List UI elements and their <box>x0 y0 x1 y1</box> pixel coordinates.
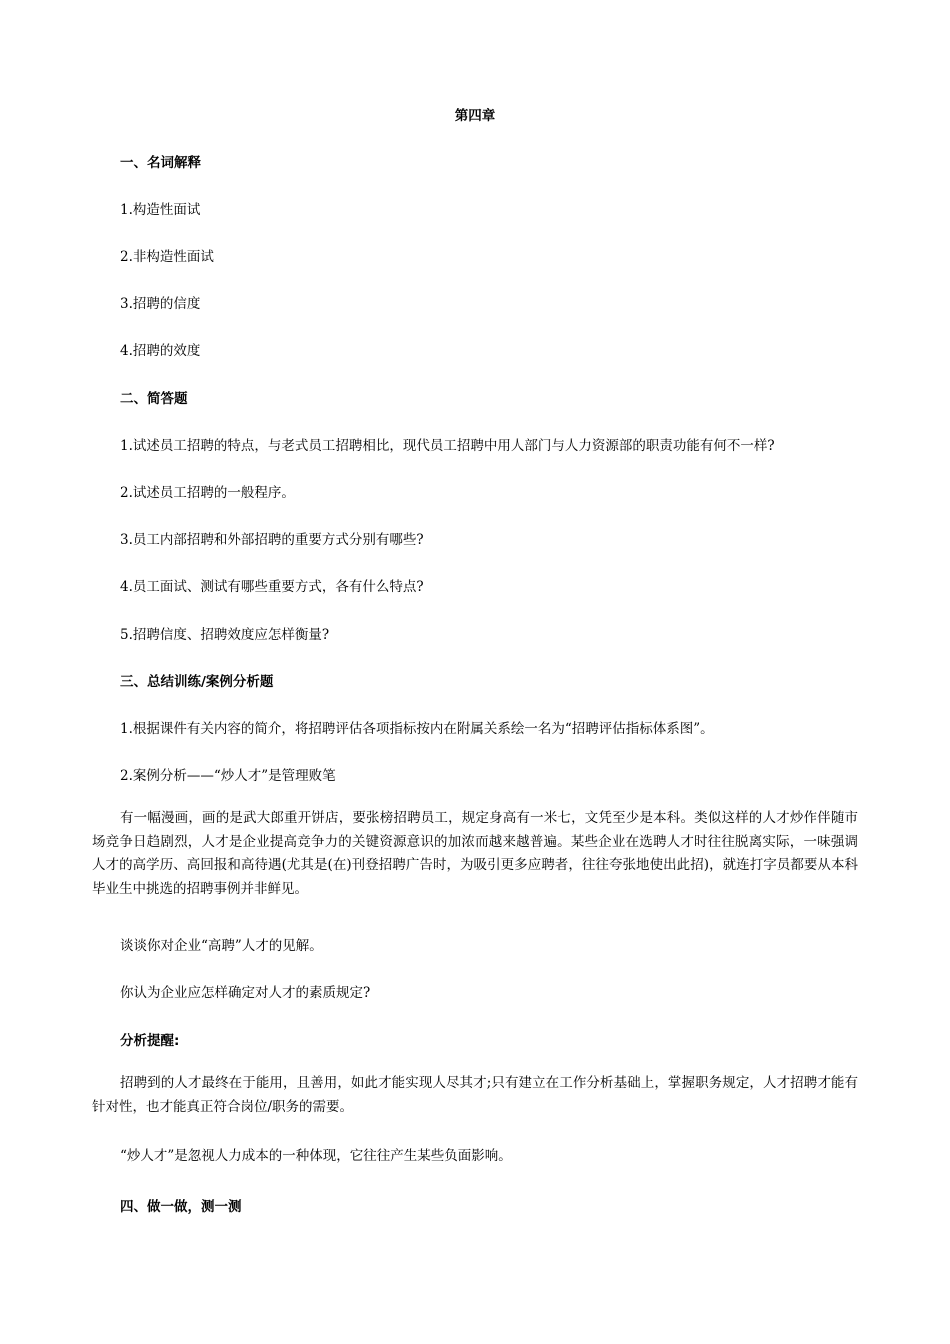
term-item: 3.招聘的信度 <box>120 296 201 312</box>
question-item: 3.员工内部招聘和外部招聘的重要方式分别有哪些? <box>120 532 424 548</box>
question-item: 5.招聘信度、招聘效度应怎样衡量? <box>120 627 330 643</box>
question-item: 1.试述员工招聘的特点，与老式员工招聘相比，现代员工招聘中用人部门与人力资源部的职责功能有何不一样? <box>120 438 775 454</box>
case-paragraph: 有一幅漫画，画的是武大郎重开饼店，要张榜招聘员工，规定身高有一米七，文凭至少是本科。类似这样的人才炒作伴随市场竞争日趋剧烈，人才是企业提高竞争力的关键资源意识的加浓而越来越普遍。某些企业在选聘人才时往往脱离实际，一味强调人才的高学历、高回报和高待遇(尤其是(在)刊登招聘广告时，为吸引更多应聘者，往往夸张地使出此招)，就连打字员都要从本科毕业生中挑选的招聘事例并非鲜见。 <box>92 810 858 897</box>
section-heading-terms: 一、名词解释 <box>120 155 201 171</box>
case-question: 你认为企业应怎样确定对人才的素质规定? <box>120 985 371 1001</box>
section-heading-case-analysis: 三、总结训练/案例分析题 <box>120 674 274 690</box>
case-item: 2.案例分析——“炒人才”是管理败笔 <box>120 768 336 784</box>
case-item: 1.根据课件有关内容的简介，将招聘评估各项指标按内在附属关系绘一名为“招聘评估指标体系图”。 <box>120 721 714 737</box>
case-question: 谈谈你对企业“高聘”人才的见解。 <box>120 938 323 954</box>
question-item: 2.试述员工招聘的一般程序。 <box>120 485 295 501</box>
section-heading-practice: 四、做一做，测一测 <box>120 1199 242 1215</box>
page-title: 第四章 <box>454 108 496 124</box>
hint-paragraph: 招聘到的人才最终在于能用，且善用，如此才能实现人尽其才;只有建立在工作分析基础上，掌握职务规定，人才招聘才能有针对性，也才能真正符合岗位/职务的需要。 <box>92 1075 858 1115</box>
hint-heading: 分析提醒: <box>120 1033 180 1049</box>
question-item: 4.员工面试、测试有哪些重要方式，各有什么特点? <box>120 579 424 595</box>
term-item: 4.招聘的效度 <box>120 343 201 359</box>
term-item: 2.非构造性面试 <box>120 249 214 265</box>
section-heading-short-answer: 二、简答题 <box>120 391 188 407</box>
hint-paragraph: “炒人才”是忽视人力成本的一种体现，它往往产生某些负面影响。 <box>120 1148 512 1164</box>
term-item: 1.构造性面试 <box>120 202 201 218</box>
